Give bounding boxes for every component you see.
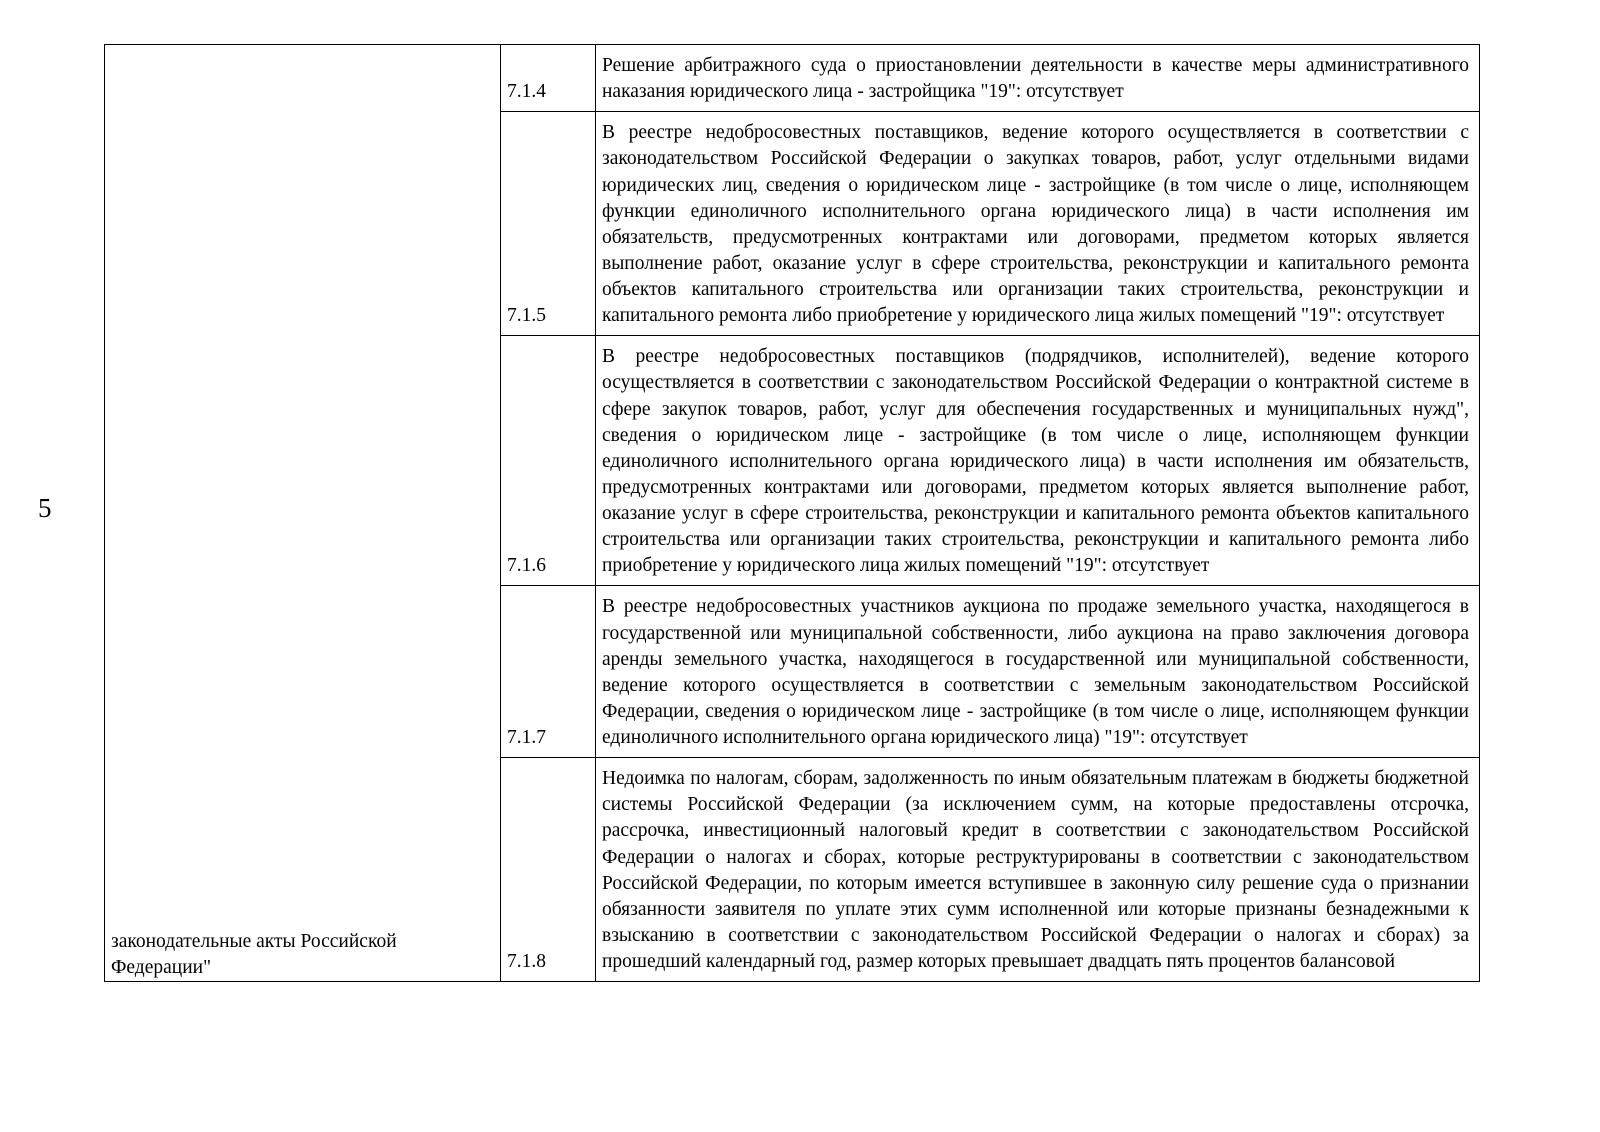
page-number: 5 — [38, 493, 52, 523]
row-body-cell — [596, 45, 1480, 112]
row-number: 7.1.4 — [507, 81, 546, 103]
left-continuation-text: законодательные акты Российской Федерации" — [111, 930, 402, 978]
row-number-cell — [501, 586, 596, 758]
row-number-cell — [501, 112, 596, 336]
row-number-cell — [501, 45, 596, 112]
row-body-text: Решение арбитражного суда о приостановлении деятельности в качестве меры административного наказания юридического лица - застройщика "19": отсутствует — [602, 55, 1474, 103]
left-continuation-cell — [105, 45, 501, 982]
table-row — [105, 45, 1480, 112]
row-body-cell — [596, 112, 1480, 336]
row-body-text: Недоимка по налогам, сборам, задолженность по иным обязательным платежам в бюджеты бюджетной системы Российской Федерации (за исключением сумм, на которые предоставлены отсрочка, рассрочка, инвестиционный налоговый кредит в соответствии с законодательством Российской Федерации о налогах и сборах, которые реструктурированы в соответствии с законодательством Российской Федерации, по которым имеется вступившее в законную силу решение суда о признании обязанности заявителя по уплате этих сумм исполненной или которые признаны безнадежными к взысканию в соответствии с законодательством Российской Федерации о налогах и сборах) за прошедший календарный год, размер которых превышает двадцать пять процентов балансовой — [602, 768, 1474, 972]
row-number-cell — [501, 336, 596, 586]
row-body-cell — [596, 336, 1480, 586]
row-body-text: В реестре недобросовестных участников аукциона по продаже земельного участка, находящегося в государственной или муниципальной собственности, либо аукциона на право заключения договора аренды земельного участка, находящегося в государственной или муниципальной собственности, ведение которого осуществляется в соответствии с земельным законодательством Российской Федерации, сведения о юридическом лице - застройщике (в том числе о лице, исполняющем функции единоличного исполнительного органа юридического лица) "19": отсутствует — [602, 596, 1474, 748]
row-number: 7.1.7 — [507, 727, 546, 748]
row-number: 7.1.6 — [507, 555, 546, 577]
row-number: 7.1.5 — [507, 305, 546, 327]
table-body — [105, 45, 1480, 982]
row-body-cell — [596, 758, 1480, 982]
requirements-table — [104, 44, 1480, 982]
row-number: 7.1.8 — [507, 951, 546, 972]
row-body-cell — [596, 586, 1480, 758]
row-body-text: В реестре недобросовестных поставщиков (подрядчиков, исполнителей), ведение которого осуществляется в соответствии с законодательством Российской Федерации о контрактной системе в сфере закупок товаров, работ, услуг для обеспечения государственных и муниципальных нужд", сведения о юридическом лице - застройщике (в том числе о лице, исполняющем функции единоличного исполнительного органа юридического лица) в части исполнения им обязательств, предусмотренных контрактами или договорами, предметом которых является выполнение работ, оказание услуг в сфере строительства, реконструкции и капитального ремонта объектов капитального строительства или организации таких строительства, реконструкции и капитального ремонта либо приобретение у юридического лица жилых помещений "19": отсутствует — [602, 346, 1474, 577]
row-number-cell — [501, 758, 596, 982]
row-body-text: В реестре недобросовестных поставщиков, ведение которого осуществляется в соответствии с законодательством Российской Федерации о закупках товаров, работ, услуг отдельными видами юридических лиц, сведения о юридическом лице - застройщике (в том числе о лице, исполняющем функции единоличного исполнительного органа юридического лица) в части исполнения им обязательств, предусмотренных контрактами или договорами, предметом которых является выполнение работ, оказание услуг в сфере строительства, реконструкции и капитального ремонта объектов капитального строительства или организации таких строительства, реконструкции и капитального ремонта либо приобретение у юридического лица жилых помещений "19": отсутствует — [602, 122, 1474, 327]
